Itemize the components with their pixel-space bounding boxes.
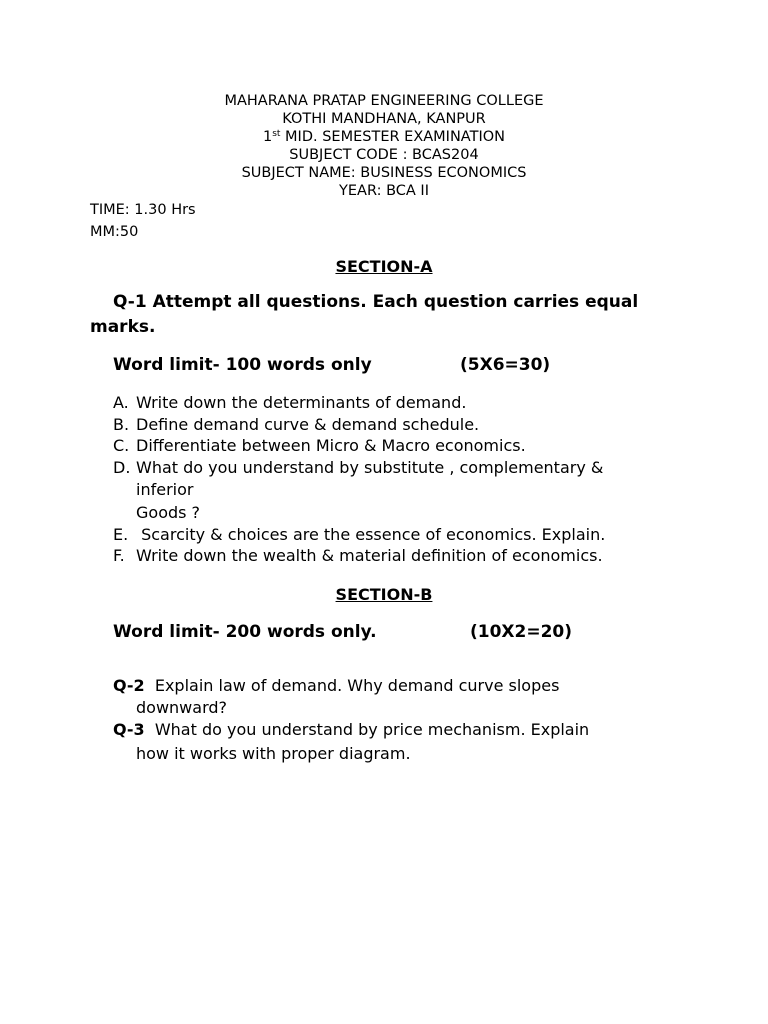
question-number: Q-3 — [113, 720, 145, 739]
question-continuation: how it works with proper diagram. — [136, 744, 411, 763]
question-line — [113, 719, 589, 741]
college-location: KOTHI MANDHANA, KANPUR — [282, 111, 486, 127]
list-item — [113, 435, 605, 457]
exam-title — [0, 128, 768, 146]
question-text: Explain law of demand. Why demand curve slopes — [144, 676, 560, 695]
section-b-title: SECTION-B — [335, 585, 433, 604]
list-item — [113, 545, 605, 567]
word-limit-text: Word limit- 100 words only — [113, 355, 372, 375]
section-a-word-limit — [113, 353, 551, 378]
question-line — [113, 675, 559, 697]
section-a-questions — [113, 392, 605, 567]
subject-name: SUBJECT NAME: BUSINESS ECONOMICS — [241, 165, 527, 181]
exam-name: MID. SEMESTER EXAMINATION — [280, 129, 505, 145]
q1-line-2: marks. — [90, 317, 156, 337]
section-b-word-limit — [113, 620, 573, 645]
q1-line-1: Q-1 Attempt all questions. Each question carries equal — [113, 292, 639, 312]
item-label: B. — [113, 414, 130, 434]
item-text: Define demand curve & demand schedule. — [136, 414, 480, 434]
max-marks: MM:50 — [90, 224, 139, 240]
item-text: Scarcity & choices are the essence of economics. Explain. — [136, 524, 606, 544]
section-a-title: SECTION-A — [335, 257, 433, 276]
item-text: Write down the wealth & material definition of economics. — [136, 546, 603, 565]
exam-year: YEAR: BCA II — [339, 183, 429, 199]
list-item — [113, 392, 605, 414]
item-label: D. — [113, 457, 131, 477]
list-item — [113, 414, 605, 436]
word-limit-text: Word limit- 200 words only. — [113, 622, 377, 642]
item-text: Write down the determinants of demand. — [136, 393, 467, 412]
list-item — [113, 457, 605, 479]
section-b-marks: (10X2=20) — [470, 622, 573, 642]
list-item — [113, 524, 605, 546]
item-label: A. — [113, 393, 129, 412]
exam-ordinal-suffix: st — [272, 129, 281, 139]
item-text: What do you understand by substitute , complementary & — [136, 457, 604, 477]
q1-instruction — [90, 290, 690, 340]
item-label: E. — [113, 524, 129, 544]
question-text: What do you understand by price mechanism. Explain — [144, 720, 590, 739]
question-2 — [113, 675, 559, 719]
item-text: Differentiate between Micro & Macro economics. — [136, 436, 526, 455]
subject-code: SUBJECT CODE : BCAS204 — [289, 147, 479, 163]
item-label: C. — [113, 436, 130, 455]
question-number: Q-2 — [113, 676, 145, 695]
question-continuation: downward? — [136, 698, 228, 717]
exam-header — [0, 92, 768, 200]
item-continuation: inferior — [136, 480, 194, 499]
section-a-marks: (5X6=30) — [460, 355, 551, 375]
exam-time: TIME: 1.30 Hrs — [90, 202, 196, 218]
exam-ordinal: 1 — [262, 129, 273, 145]
item-label: F. — [113, 546, 125, 565]
question-3 — [113, 719, 589, 767]
item-continuation: Goods ? — [136, 503, 201, 522]
college-name: MAHARANA PRATAP ENGINEERING COLLEGE — [224, 93, 544, 109]
